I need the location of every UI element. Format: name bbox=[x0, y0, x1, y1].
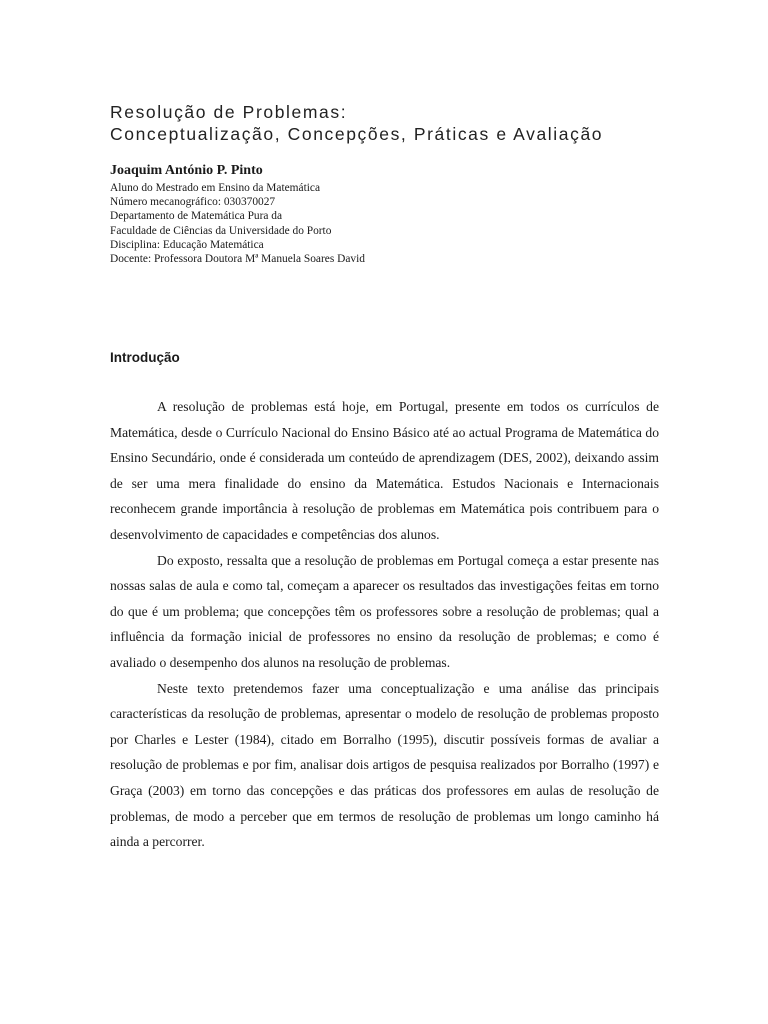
author-detail-department: Departamento de Matemática Pura da bbox=[110, 210, 283, 223]
author-detail-student-number: Número mecanográfico: 030370027 bbox=[110, 196, 276, 209]
author-detail-course: Disciplina: Educação Matemática bbox=[110, 238, 264, 251]
author-detail-faculty: Faculdade de Ciências da Universidade do Porto bbox=[110, 224, 332, 237]
author-block bbox=[110, 162, 670, 266]
paragraph: Do exposto, ressalta que a resolução de problemas em Portugal começa a estar presente nas nossas salas de aula e como tal, começam a aparecer os resultados das investigações feitas em torno do que é um problema; que concepções têm os professores sobre a resolução de problemas; qual a influência da formação inicial de professores no ensino da resolução de problemas; e como é avaliado o desempenho dos alunos na resolução de problemas. bbox=[110, 552, 659, 670]
author-name: Joaquim António P. Pinto bbox=[110, 163, 263, 178]
author-detail-lecturer: Docente: Professora Doutora Mª Manuela Soares David bbox=[110, 253, 365, 266]
paragraph: A resolução de problemas está hoje, em Portugal, presente em todos os currículos de Matemática, desde o Currículo Nacional do Ensino Básico até ao actual Programa de Matemática do Ensino Secundário, onde é considerada um conteúdo de aprendizagem (DES, 2002), deixando assim de ser uma mera finalidade do ensino da Matemática. Estudos Nacionais e Internacionais reconhecem grande importância à resolução de problemas em Matemática pois contribuem para o desenvolvimento de capacidades e competências dos alunos. bbox=[110, 399, 659, 542]
document-title bbox=[110, 101, 710, 145]
title-line-1: Resolução de Problemas: bbox=[110, 102, 348, 122]
title-line-2: Conceptualização, Concepções, Práticas e Avaliação bbox=[110, 124, 604, 144]
body-text bbox=[110, 394, 659, 855]
section-heading-introduction: Introdução bbox=[110, 350, 180, 365]
author-detail-program: Aluno do Mestrado em Ensino da Matemática bbox=[110, 182, 321, 194]
paragraph: Neste texto pretendemos fazer uma conceptualização e uma análise das principais características da resolução de problemas, apresentar o modelo de resolução de problemas proposto por Charles e Lester (1984), citado em Borralho (1995), discutir possíveis formas de avaliar a resolução de problemas e por fim, analisar dois artigos de pesquisa realizados por Borralho (1997) e Graça (2003) em torno das concepções e das práticas dos professores em aulas de resolução de problemas, de modo a perceber que em termos de resolução de problemas um longo caminho há ainda a percorrer. bbox=[110, 680, 659, 850]
